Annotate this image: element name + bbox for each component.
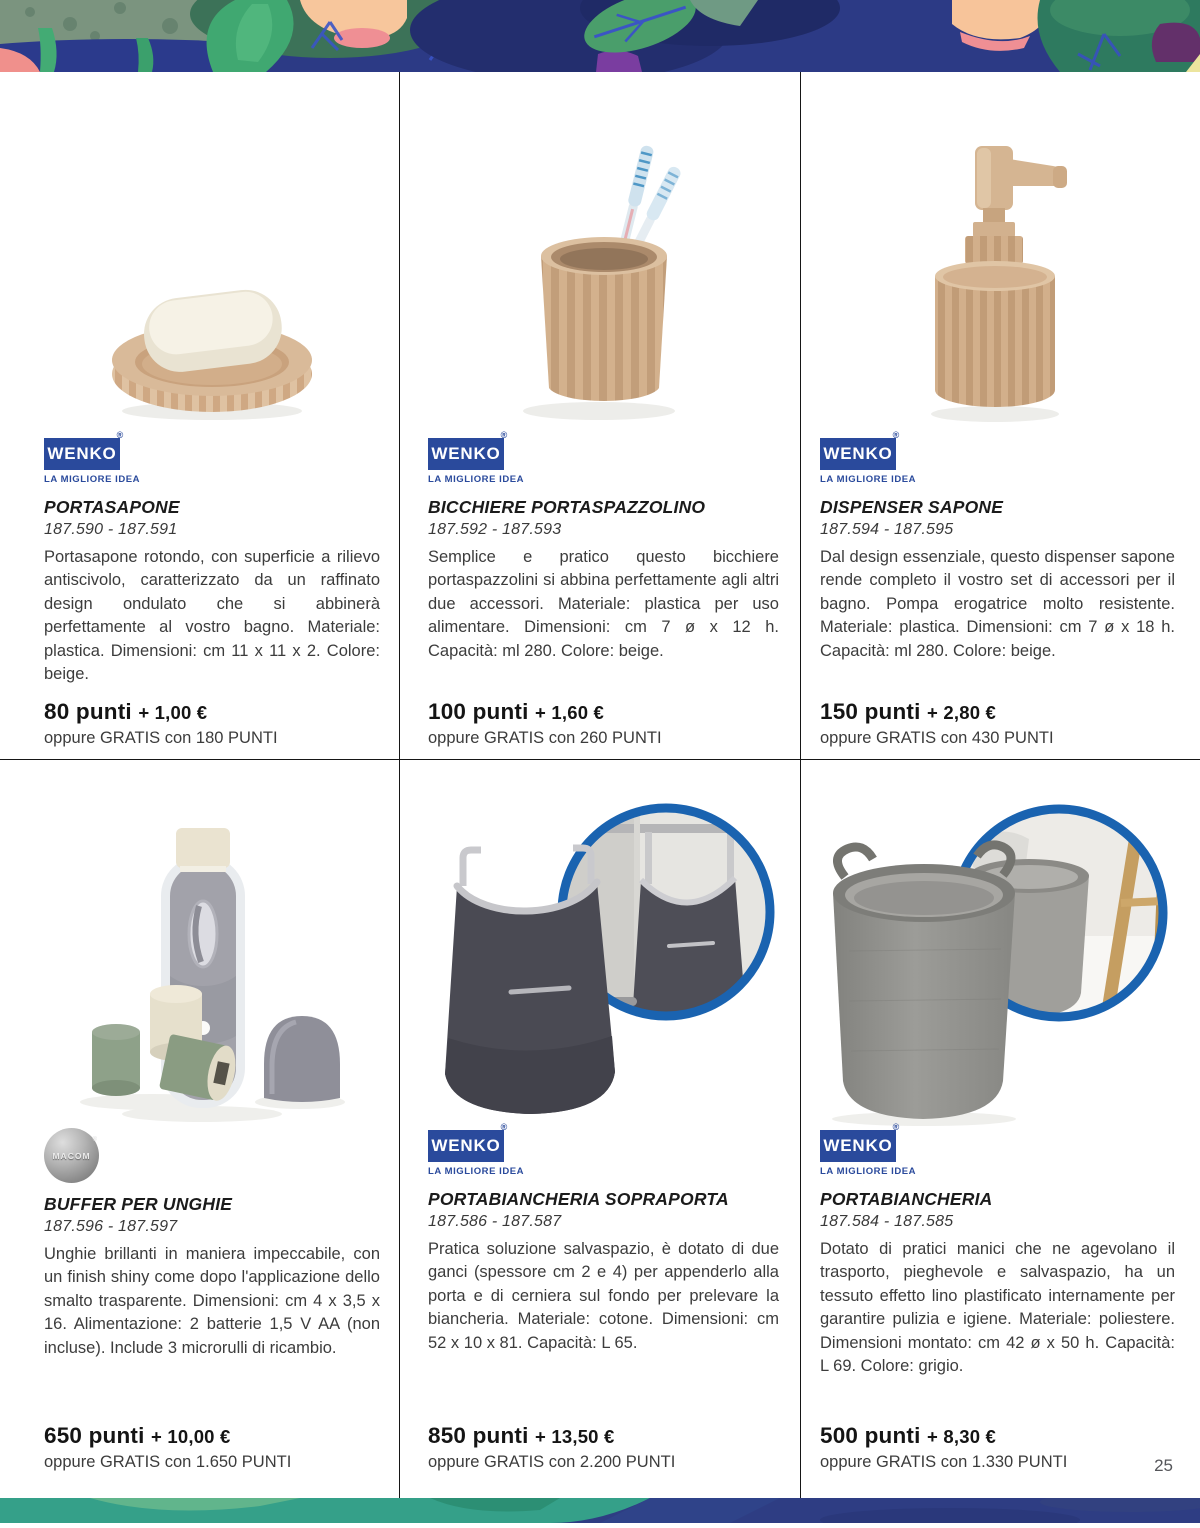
price-value: + 13,50 € — [535, 1426, 615, 1447]
jungle-banner-bottom — [0, 1498, 1200, 1523]
nail-buffer-image — [52, 806, 372, 1126]
points-value: 100 punti — [428, 699, 529, 724]
jungle-banner-top — [0, 0, 1200, 72]
registered-mark: ® — [116, 430, 124, 440]
points-value: 500 punti — [820, 1423, 921, 1448]
points-price — [428, 699, 779, 725]
product-card-bicchiere — [399, 72, 801, 760]
registered-mark: ® — [500, 430, 508, 440]
product-codes: 187.596 - 187.597 — [44, 1218, 178, 1235]
points-price — [428, 1423, 779, 1449]
product-title: PORTASAPONE — [44, 497, 180, 517]
product-codes: 187.592 - 187.593 — [428, 521, 562, 538]
jungle-illustration-bottom — [0, 1498, 1200, 1523]
price-value: + 1,00 € — [138, 702, 208, 723]
product-description: Dal design essenziale, questo dispenser sapone rende completo il vostro set di accessori per il bagno. Pompa erogatrice molto resistente. Materiale: plastica. Dimensioni: cm 7 ø x 18 h. Capacità: ml 280. Colore: beige. — [820, 548, 1175, 660]
over-door-laundry-bag-image — [429, 794, 779, 1126]
offer-block — [820, 699, 1175, 748]
wenko-wordmark: WENKO ® — [44, 438, 120, 470]
points-value: 80 punti — [44, 699, 132, 724]
points-value: 650 punti — [44, 1423, 145, 1448]
product-card-portabiancheria — [801, 760, 1200, 1498]
wenko-tagline: LA MIGLIORE IDEA — [820, 1166, 917, 1177]
offer-block — [428, 1423, 779, 1472]
points-price — [820, 1423, 1175, 1449]
product-codes: 187.594 - 187.595 — [820, 521, 954, 538]
product-description: Unghie brillanti in maniera impeccabile, con un finish shiny come dopo l'applicazione dello smalto trasparente. Dimensioni: cm 4 x 3,5 x 16. Alimentazione: 2 batterie 1,5 V AA (non incluse). Include 3 microrulli di ricambio. — [44, 1245, 380, 1357]
wenko-wordmark: WENKO ® — [820, 1130, 896, 1162]
product-codes: 187.586 - 187.587 — [428, 1213, 562, 1230]
wenko-tagline: LA MIGLIORE IDEA — [820, 474, 917, 485]
wenko-logo — [44, 430, 380, 485]
page-number: 25 — [1154, 1456, 1173, 1475]
wenko-logo — [428, 430, 779, 485]
wenko-wordmark: WENKO ® — [428, 1130, 504, 1162]
macom-sphere: MACOM ® — [44, 1128, 99, 1183]
wenko-wordmark: WENKO ® — [820, 438, 896, 470]
alt-offer: oppure GRATIS con 1.330 PUNTI — [820, 1453, 1068, 1471]
product-description: Portasapone rotondo, con superficie a rilievo antiscivolo, caratterizzato da un raffinato design ondulato che si abbinerà perfettamente al vostro bagno. Materiale: plastica. Dimensioni: cm 11 x 11 x 2. Colore: beige. — [44, 548, 380, 684]
macom-logo — [44, 1128, 380, 1183]
points-price — [44, 1423, 380, 1449]
price-value: + 2,80 € — [927, 702, 997, 723]
registered-mark: ® — [92, 1137, 97, 1143]
offer-block — [820, 1423, 1175, 1472]
soap-dispenser-image — [903, 124, 1093, 424]
wenko-wordmark: WENKO ® — [428, 438, 504, 470]
product-card-sopraporta — [399, 760, 801, 1498]
product-description: Dotato di pratici manici che ne agevolano il trasporto, pieghevole e salvaspazio, ha un tessuto effetto lino plastificato internamente per garantire pulizia e igiene. Materiale: poliestere. Dimensioni montato: cm 42 ø x 50 h. Capacità: L 69. Colore: grigio. — [820, 1240, 1175, 1376]
wenko-tagline: LA MIGLIORE IDEA — [428, 474, 525, 485]
offer-block — [44, 699, 380, 748]
product-card-dispenser — [801, 72, 1200, 760]
product-title: PORTABIANCHERIA — [820, 1189, 993, 1209]
soap-dish-image — [87, 254, 337, 424]
offer-block — [44, 1423, 380, 1472]
wenko-logo — [820, 430, 1175, 485]
product-photo-soap-dish — [44, 72, 380, 424]
alt-offer: oppure GRATIS con 180 PUNTI — [44, 729, 278, 747]
price-value: + 10,00 € — [151, 1426, 231, 1447]
registered-mark: ® — [892, 430, 900, 440]
laundry-basket-image — [821, 781, 1175, 1126]
product-codes: 187.584 - 187.585 — [820, 1213, 954, 1230]
product-card-portasapone — [0, 72, 399, 760]
product-codes: 187.590 - 187.591 — [44, 521, 178, 538]
product-description: Semplice e pratico questo bicchiere portaspazzolini si abbina perfettamente agli altri due accessori. Materiale: plastica per uso alimentare. Dimensioni: cm 7 ø x 12 h. Capacità: ml 280. Colore: beige. — [428, 548, 779, 660]
alt-offer: oppure GRATIS con 1.650 PUNTI — [44, 1453, 292, 1471]
wenko-logo — [820, 1122, 1175, 1177]
wenko-tagline: LA MIGLIORE IDEA — [428, 1166, 525, 1177]
registered-mark: ® — [892, 1122, 900, 1132]
points-price — [44, 699, 380, 725]
product-grid — [0, 72, 1200, 1498]
product-card-buffer — [0, 760, 399, 1498]
alt-offer: oppure GRATIS con 2.200 PUNTI — [428, 1453, 676, 1471]
points-value: 850 punti — [428, 1423, 529, 1448]
alt-offer: oppure GRATIS con 430 PUNTI — [820, 729, 1054, 747]
points-price — [820, 699, 1175, 725]
product-photo-door-bag — [428, 760, 779, 1126]
alt-offer: oppure GRATIS con 260 PUNTI — [428, 729, 662, 747]
wenko-tagline: LA MIGLIORE IDEA — [44, 474, 141, 485]
offer-block — [428, 699, 779, 748]
product-title: PORTABIANCHERIA SOPRAPORTA — [428, 1189, 729, 1209]
jungle-illustration-top — [0, 0, 1200, 72]
product-title: DISPENSER SAPONE — [820, 497, 1004, 517]
product-photo-tumbler — [428, 72, 779, 424]
toothbrush-tumbler-image — [479, 114, 729, 424]
product-description: Pratica soluzione salvaspazio, è dotato di due ganci (spessore cm 2 e 4) per appenderlo alla porta e di cerniera sul fondo per prelevare la biancheria. Materiale: cotone. Dimensioni: cm 52 x 10 x 81. Capacità: L 65. — [428, 1240, 779, 1352]
product-photo-nail-buffer — [44, 760, 380, 1126]
product-photo-basket — [820, 760, 1175, 1126]
product-photo-dispenser — [820, 72, 1175, 424]
price-value: + 8,30 € — [927, 1426, 997, 1447]
registered-mark: ® — [500, 1122, 508, 1132]
price-value: + 1,60 € — [535, 702, 605, 723]
product-title: BUFFER PER UNGHIE — [44, 1194, 233, 1214]
product-title: BICCHIERE PORTASPAZZOLINO — [428, 497, 706, 517]
points-value: 150 punti — [820, 699, 921, 724]
wenko-logo — [428, 1122, 779, 1177]
